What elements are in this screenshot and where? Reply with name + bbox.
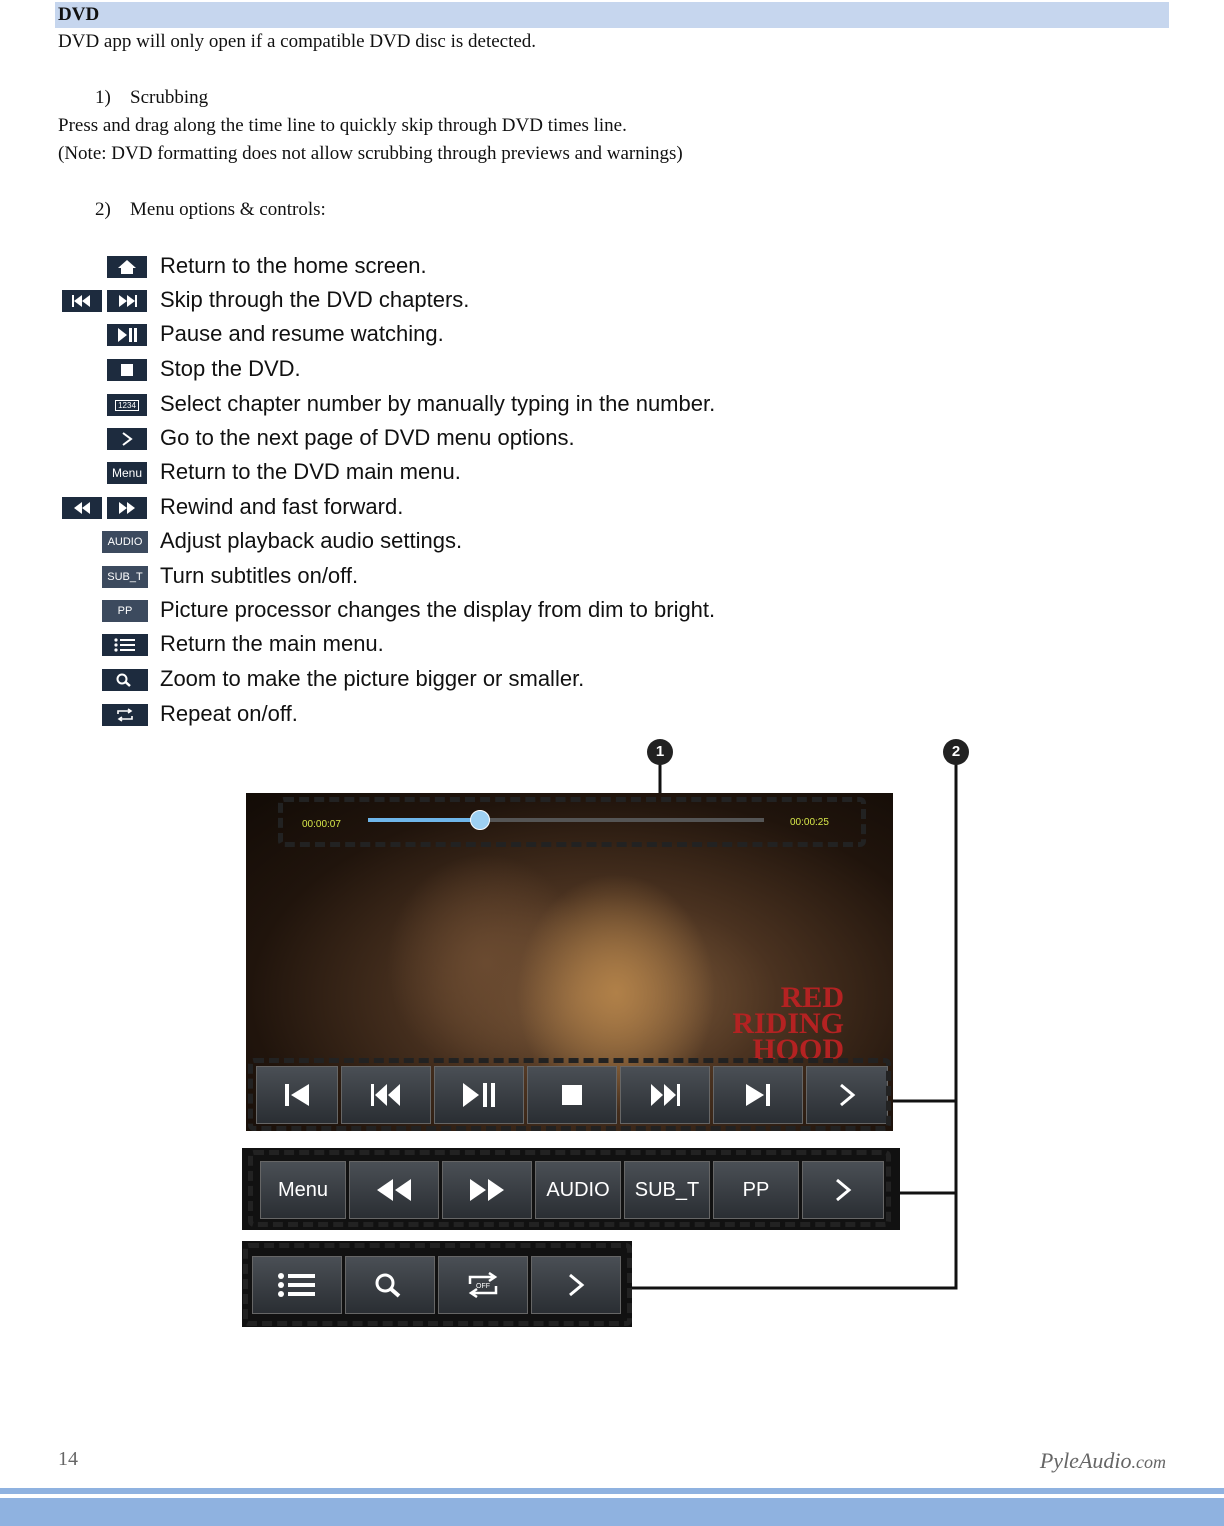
item-number-1: 1) <box>95 87 111 108</box>
legend-text: Return the main menu. <box>160 631 384 656</box>
menu-button[interactable]: Menu <box>260 1161 346 1219</box>
legend-text: Picture processor changes the display from dim to bright. <box>160 597 716 622</box>
callout-1-label: 1 <box>655 743 665 760</box>
brand-domain: .com <box>1131 1452 1166 1472</box>
time-total: 00:00:25 <box>790 817 829 828</box>
footer-rule <box>0 1488 1224 1494</box>
dashed-frame <box>278 797 866 847</box>
legend-text: Skip through the DVD chapters. <box>160 287 470 312</box>
audio-button[interactable]: AUDIO <box>535 1161 621 1219</box>
legend-text: Pause and resume watching. <box>160 321 444 346</box>
item-number-2: 2) <box>95 199 111 220</box>
footer-band <box>0 1498 1224 1526</box>
subtitle-button[interactable]: SUB_T <box>624 1161 710 1219</box>
dashed-frame <box>243 1243 632 1326</box>
legend-text: Go to the next page of DVD menu options. <box>160 425 575 450</box>
brand-name: PyleAudio <box>1039 1448 1132 1473</box>
item-title-menu: Menu options & controls: <box>130 199 326 220</box>
title-line: RED <box>780 981 844 1014</box>
legend-text: Return to the DVD main menu. <box>160 459 461 484</box>
legend-text: Return to the home screen. <box>160 253 427 278</box>
legend-text: Select chapter number by manually typing in the number. <box>160 391 716 416</box>
legend-text: Repeat on/off. <box>160 701 298 726</box>
legend-text: Adjust playback audio settings. <box>160 528 463 553</box>
legend-text: Turn subtitles on/off. <box>160 563 359 588</box>
page-number: 14 <box>58 1448 78 1470</box>
legend-text: Stop the DVD. <box>160 356 301 381</box>
scrub-line-2: (Note: DVD formatting does not allow scrubbing through previews and warnings) <box>58 143 683 164</box>
time-elapsed: 00:00:07 <box>302 819 341 830</box>
keypad-label: 1234 <box>115 400 139 411</box>
repeat-off-text: OFF <box>476 1283 490 1290</box>
title-line: RIDING <box>732 1007 844 1040</box>
brand-footer <box>1040 1448 1166 1474</box>
intro-text: DVD app will only open if a compatible DVD disc is detected. <box>58 31 537 52</box>
callout-2-label: 2 <box>951 743 961 760</box>
section-title: DVD <box>58 4 100 25</box>
menu-label-icon: Menu <box>107 462 147 484</box>
picture-processor-button[interactable]: PP <box>713 1161 799 1219</box>
movie-title-art <box>694 981 844 1066</box>
item-title-scrubbing: Scrubbing <box>130 87 209 108</box>
dashed-frame <box>248 1150 891 1227</box>
title-line: HOOD <box>752 1033 844 1066</box>
dashed-frame <box>248 1058 891 1131</box>
legend-text: Rewind and fast forward. <box>160 494 404 519</box>
subtitle-label-icon: SUB_T <box>102 566 148 588</box>
legend-text: Zoom to make the picture bigger or smaller. <box>160 666 585 691</box>
scrub-line-1: Press and drag along the time line to quickly skip through DVD times line. <box>58 115 627 136</box>
pp-label-icon: PP <box>102 600 148 622</box>
audio-label-icon: AUDIO <box>102 531 148 553</box>
